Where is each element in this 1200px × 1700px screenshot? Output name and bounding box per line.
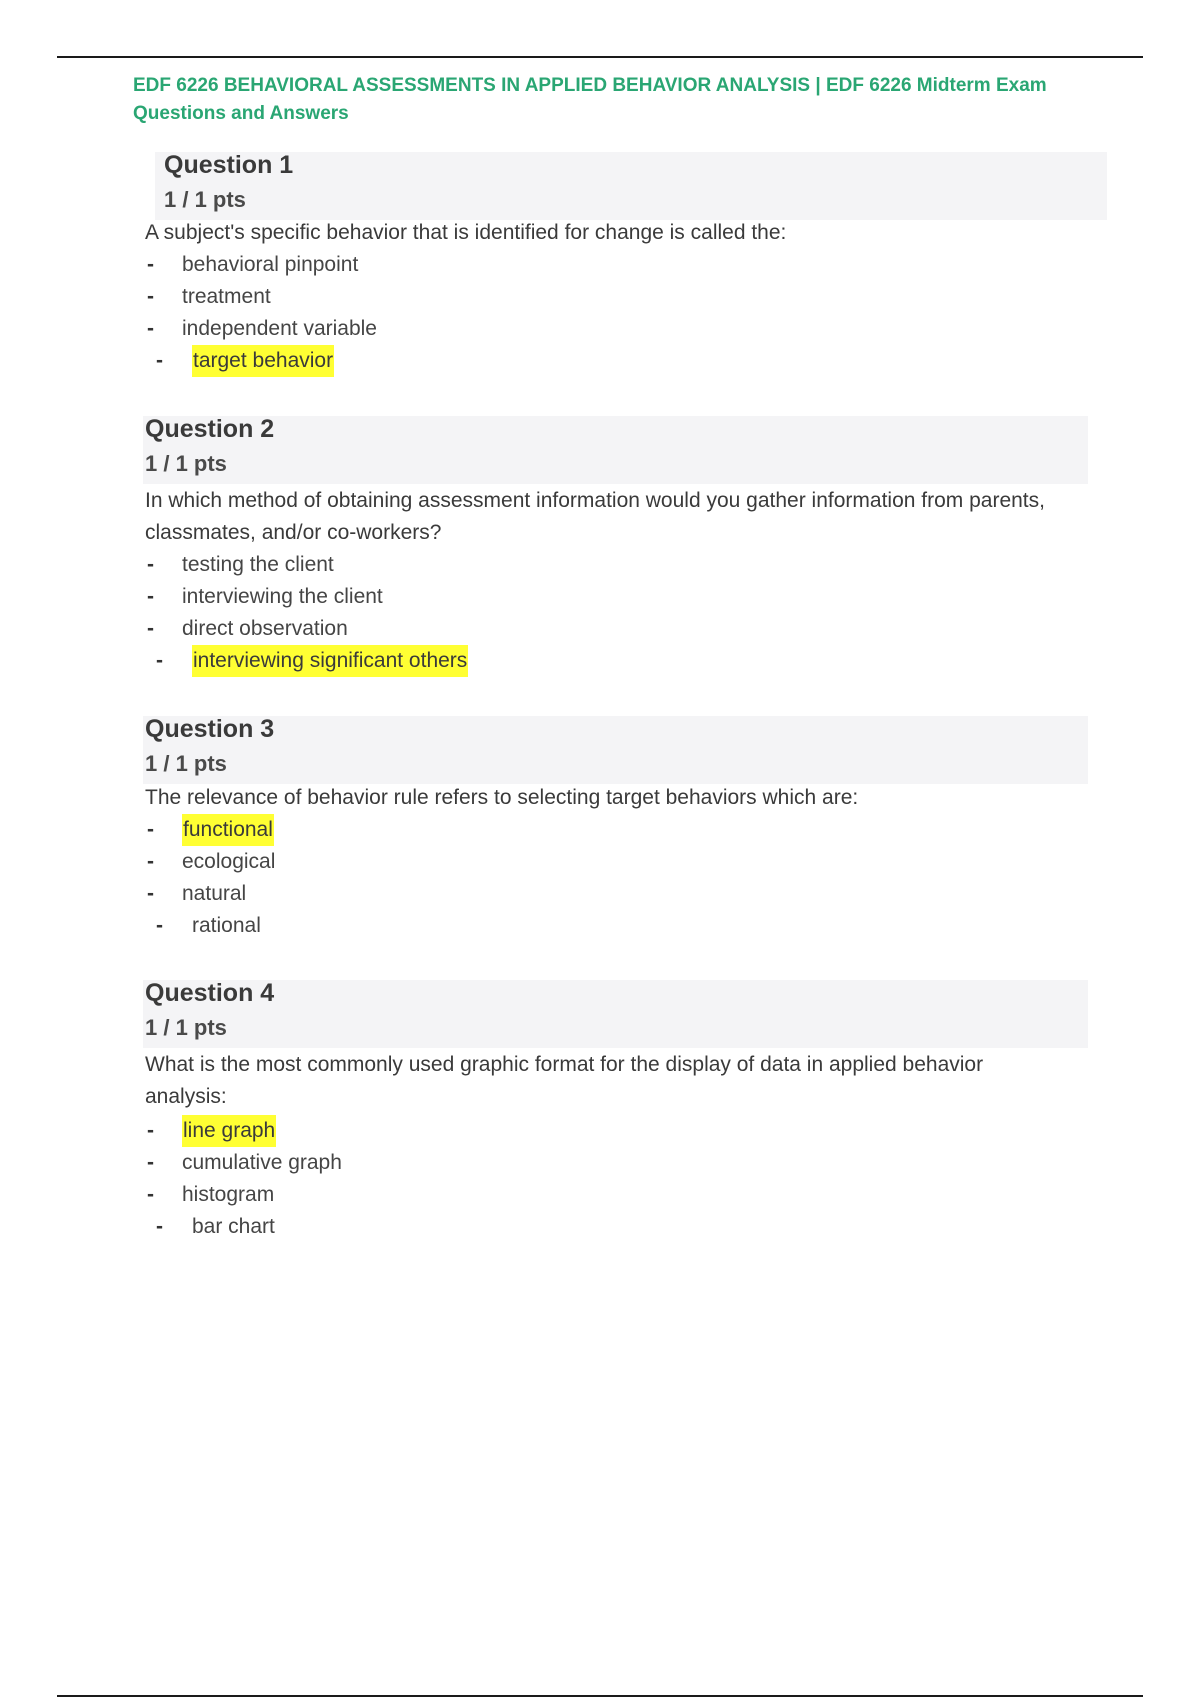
question-text: The relevance of behavior rule refers to selecting target behaviors which are: [145,786,859,809]
question-points: 1 / 1 pts [145,751,227,776]
bottom-rule [57,1695,1143,1697]
question-points: 1 / 1 pts [145,1015,227,1040]
question-header [143,416,1088,484]
question-title: Question 1 [164,151,294,179]
question-text: What is the most commonly used graphic format for the display of data in applied behavior analysis: [145,1053,984,1108]
question-title: Question 3 [145,715,275,743]
question-header [143,980,1088,1048]
question-header [155,152,1107,220]
question-text: In which method of obtaining assessment information would you gather information from parents, classmates, and/or co-workers? [145,489,1045,544]
question-text: A subject's specific behavior that is identified for change is called the: [145,221,787,244]
question-title: Question 2 [145,415,275,443]
question-points: 1 / 1 pts [145,451,227,476]
question-header [143,716,1088,784]
question-points: 1 / 1 pts [164,187,246,212]
document-title: EDF 6226 BEHAVIORAL ASSESSMENTS IN APPLIED BEHAVIOR ANALYSIS | EDF 6226 Midterm Exam Questions and Answers [133,75,1047,124]
top-rule [57,56,1143,58]
question-title: Question 4 [145,979,275,1007]
